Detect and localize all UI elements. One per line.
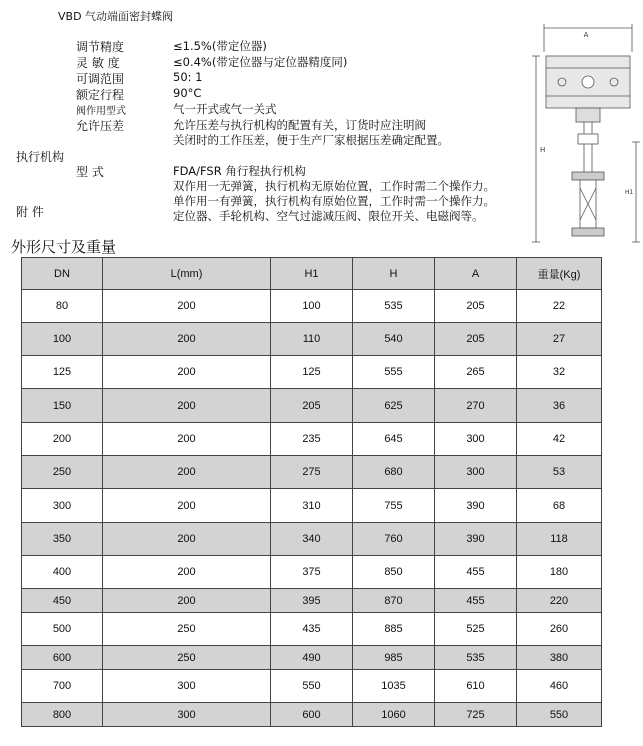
dim-a-label: A: [583, 31, 589, 39]
table-cell: 200: [103, 523, 271, 556]
table-cell: 610: [435, 670, 517, 703]
table-cell: 760: [353, 523, 435, 556]
table-row: [22, 323, 602, 356]
table-cell: 205: [435, 323, 517, 356]
table-row: [22, 556, 602, 589]
table-cell: 200: [103, 456, 271, 489]
table-row: [22, 489, 602, 523]
table-cell: 400: [22, 556, 103, 589]
table-cell: 500: [22, 613, 103, 646]
table-row: [22, 703, 602, 727]
table-cell: 100: [22, 323, 103, 356]
dim-h1-label: H1: [625, 189, 634, 196]
table-cell: 645: [353, 423, 435, 456]
table-cell: 125: [22, 356, 103, 389]
table-cell: 270: [435, 389, 517, 423]
table-row: [22, 456, 602, 489]
table-cell: 200: [103, 556, 271, 589]
table-row: [22, 356, 602, 389]
table-cell: 460: [517, 670, 602, 703]
table-row: [22, 523, 602, 556]
table-cell: 390: [435, 489, 517, 523]
table-cell: 200: [103, 389, 271, 423]
table-cell: 200: [22, 423, 103, 456]
valve-drawing: [532, 22, 640, 250]
table-cell: 300: [435, 423, 517, 456]
table-cell: 53: [517, 456, 602, 489]
table-cell: 200: [103, 356, 271, 389]
table-cell: 450: [22, 589, 103, 613]
table-cell: 525: [435, 613, 517, 646]
table-cell: 300: [103, 670, 271, 703]
table-row: [22, 389, 602, 423]
spec-value-sensitivity: ≤0.4%(带定位器与定位器精度同): [173, 55, 348, 69]
table-cell: 180: [517, 556, 602, 589]
table-cell: 435: [271, 613, 353, 646]
col-header-h: H: [353, 258, 435, 290]
table-cell: 205: [435, 290, 517, 323]
table-cell: 350: [22, 523, 103, 556]
table-cell: 235: [271, 423, 353, 456]
table-cell: 205: [271, 389, 353, 423]
table-cell: 32: [517, 356, 602, 389]
table-cell: 600: [22, 646, 103, 670]
table-cell: 390: [435, 523, 517, 556]
col-header-dn: DN: [22, 258, 103, 290]
table-row: [22, 423, 602, 456]
table-cell: 680: [353, 456, 435, 489]
table-cell: 118: [517, 523, 602, 556]
table-cell: 870: [353, 589, 435, 613]
table-cell: 200: [103, 323, 271, 356]
table-cell: 490: [271, 646, 353, 670]
col-header-weight: 重量(Kg): [517, 258, 602, 290]
table-cell: 260: [517, 613, 602, 646]
table-cell: 1035: [353, 670, 435, 703]
table-cell: 550: [517, 703, 602, 727]
table-row: [22, 290, 602, 323]
actuator-double-acting: 双作用一无弹簧，执行机构无原始位置，工作时需二个操作力。: [173, 179, 495, 193]
spec-value-range: 50: 1: [173, 70, 203, 84]
table-cell: 265: [435, 356, 517, 389]
col-header-a: A: [435, 258, 517, 290]
doc-title: VBD 气动端面密封蝶阀: [58, 10, 174, 23]
table-cell: 375: [271, 556, 353, 589]
accessories-label: 附 件: [16, 205, 44, 219]
spec-value-stroke: 90°C: [173, 86, 202, 100]
accessories-value: 定位器、手轮机构、空气过滤减压阀、限位开关、电磁阀等。: [173, 209, 484, 223]
table-cell: 100: [271, 290, 353, 323]
table-cell: 27: [517, 323, 602, 356]
table-cell: 250: [103, 646, 271, 670]
spec-value-action: 气一开式或气一关式: [173, 102, 277, 116]
table-cell: 275: [271, 456, 353, 489]
spec-label-pressure: 允许压差: [76, 119, 125, 133]
spec-label-precision: 调节精度: [76, 40, 125, 54]
table-cell: 110: [271, 323, 353, 356]
spec-label-stroke: 额定行程: [76, 88, 125, 102]
table-cell: 885: [353, 613, 435, 646]
table-cell: 250: [103, 613, 271, 646]
dimensions-table: [21, 257, 602, 727]
col-header-l: L(mm): [103, 258, 271, 290]
table-cell: 300: [103, 703, 271, 727]
table-cell: 755: [353, 489, 435, 523]
table-cell: 310: [271, 489, 353, 523]
table-cell: 200: [103, 489, 271, 523]
spec-value-pressure-cont: 关闭时的工作压差，便于生产厂家根据压差确定配置。: [173, 133, 449, 147]
table-cell: 200: [103, 423, 271, 456]
table-cell: 300: [22, 489, 103, 523]
table-cell: 455: [435, 556, 517, 589]
table-cell: 800: [22, 703, 103, 727]
table-row: [22, 670, 602, 703]
actuator-heading: 执行机构: [16, 150, 65, 164]
actuator-type-value: FDA/FSR 角行程执行机构: [173, 164, 306, 178]
spec-value-precision: ≤1.5%(带定位器): [173, 39, 267, 53]
table-cell: 850: [353, 556, 435, 589]
spec-label-range: 可调范围: [76, 72, 125, 86]
actuator-type-label: 型 式: [76, 165, 104, 179]
table-cell: 600: [271, 703, 353, 727]
table-cell: 535: [353, 290, 435, 323]
table-cell: 540: [353, 323, 435, 356]
table-cell: 725: [435, 703, 517, 727]
table-cell: 150: [22, 389, 103, 423]
table-cell: 125: [271, 356, 353, 389]
table-cell: 300: [435, 456, 517, 489]
table-cell: 200: [103, 290, 271, 323]
spec-label-action: 阀作用型式: [76, 106, 126, 117]
table-row: [22, 646, 602, 670]
table-row: [22, 613, 602, 646]
table-cell: 455: [435, 589, 517, 613]
table-cell: 22: [517, 290, 602, 323]
table-cell: 220: [517, 589, 602, 613]
table-cell: 700: [22, 670, 103, 703]
table-cell: 985: [353, 646, 435, 670]
section-title: 外形尺寸及重量: [11, 238, 117, 256]
spec-value-pressure: 允许压差与执行机构的配置有关，订货时应注明阀: [173, 118, 426, 132]
col-header-h1: H1: [271, 258, 353, 290]
table-cell: 535: [435, 646, 517, 670]
spec-label-sensitivity: 灵 敏 度: [76, 56, 120, 70]
table-cell: 550: [271, 670, 353, 703]
table-header-row: [22, 258, 602, 290]
table-cell: 1060: [353, 703, 435, 727]
table-cell: 80: [22, 290, 103, 323]
table-cell: 555: [353, 356, 435, 389]
table-cell: 68: [517, 489, 602, 523]
actuator-single-acting: 单作用一有弹簧，执行机构有原始位置，工作时需一个操作力。: [173, 194, 495, 208]
table-cell: 340: [271, 523, 353, 556]
dim-h-label: H: [540, 146, 546, 154]
table-cell: 250: [22, 456, 103, 489]
table-cell: 200: [103, 589, 271, 613]
table-row: [22, 589, 602, 613]
table-cell: 380: [517, 646, 602, 670]
table-cell: 395: [271, 589, 353, 613]
table-cell: 36: [517, 389, 602, 423]
table-cell: 625: [353, 389, 435, 423]
table-cell: 42: [517, 423, 602, 456]
